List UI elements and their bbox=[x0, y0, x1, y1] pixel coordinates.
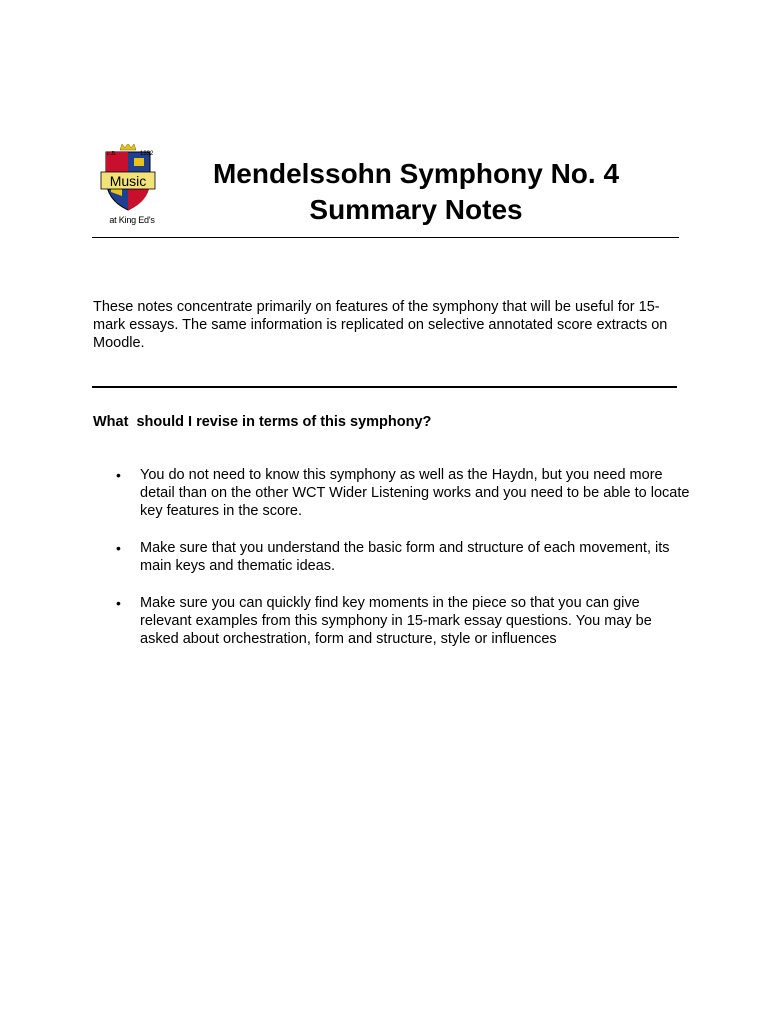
bullet-icon: • bbox=[116, 595, 121, 611]
svg-text:c.B.: c.B. bbox=[107, 151, 117, 157]
list-item bbox=[93, 594, 693, 648]
svg-text:1332: 1332 bbox=[140, 151, 154, 157]
revision-bullet-list bbox=[93, 466, 693, 667]
bullet-text: Make sure that you understand the basic form and structure of each movement, its main keys and thematic ideas. bbox=[140, 540, 670, 574]
bullet-text: Make sure you can quickly find key moments in the piece so that you can give relevant examples from this symphony in 15-mark essay questions. You may be asked about orchestration, form and structure, style or influences bbox=[140, 595, 652, 647]
intro-paragraph: These notes concentrate primarily on features of the symphony that will be useful for 15-mark essays. The same information is replicated on selective annotated score extracts on Moodle. bbox=[93, 299, 668, 351]
list-item bbox=[93, 539, 693, 575]
school-music-logo bbox=[98, 144, 158, 226]
document-header bbox=[92, 140, 679, 238]
bullet-icon: • bbox=[116, 467, 121, 483]
svg-text:Music: Music bbox=[109, 173, 147, 189]
section-divider bbox=[92, 386, 677, 388]
crest-icon bbox=[98, 144, 158, 214]
bullet-icon: • bbox=[116, 540, 121, 556]
list-item bbox=[93, 466, 693, 520]
title-line-2: Summary Notes bbox=[309, 194, 523, 225]
title-line-1: Mendelssohn Symphony No. 4 bbox=[212, 158, 620, 189]
bullet-text: You do not need to know this symphony as well as the Haydn, but you need more detail than on the other WCT Wider Listening works and you need to be able to locate key features in the score. bbox=[140, 467, 690, 519]
page-title bbox=[196, 156, 636, 228]
logo-caption: at King Ed's bbox=[109, 215, 155, 225]
section-heading: What should I revise in terms of this symphony? bbox=[93, 414, 432, 430]
